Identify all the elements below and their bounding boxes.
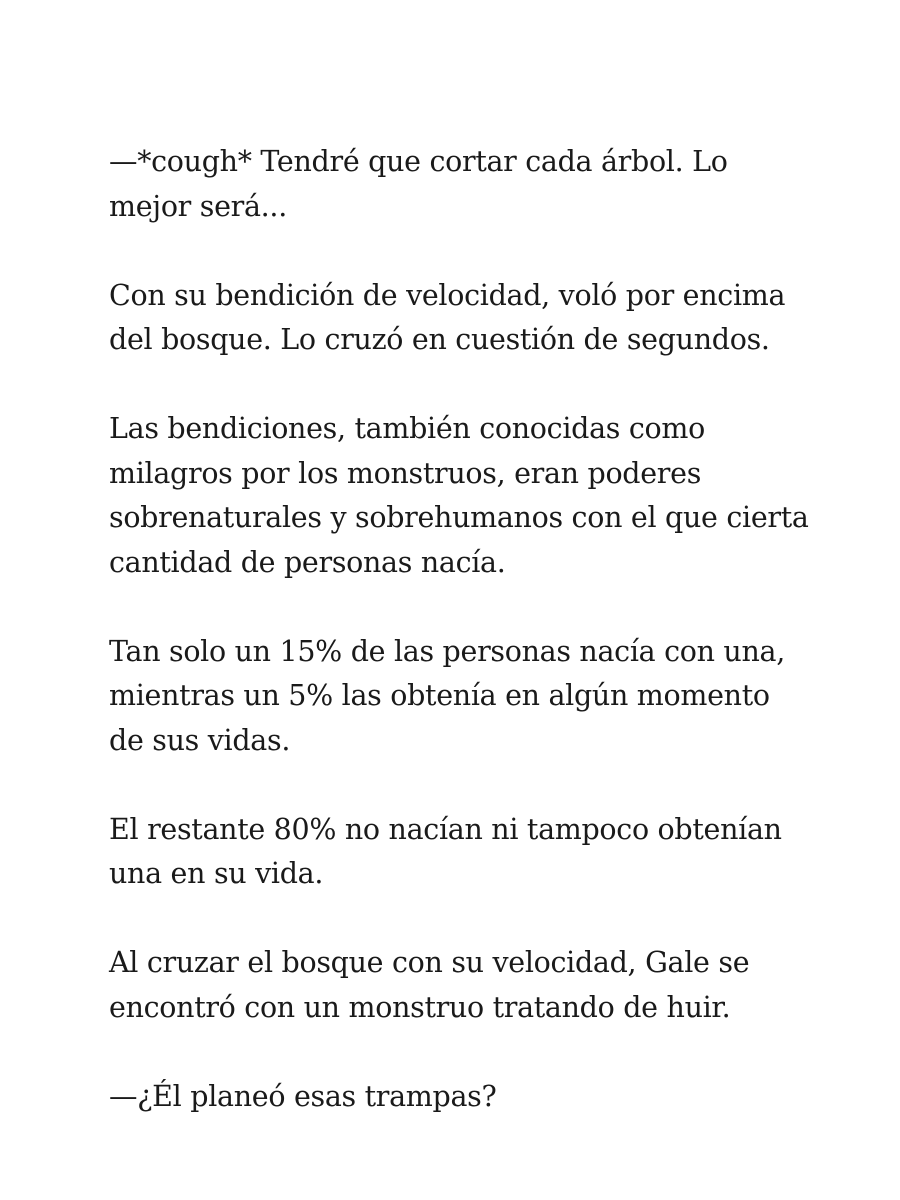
paragraph-1: —*cough* Tendré que cortar cada árbol. Lo mejor será... (109, 145, 728, 223)
paragraph-5: El restante 80% no nacían ni tampoco obtenían una en su vida. (109, 812, 782, 890)
paragraph-6: Al cruzar el bosque con su velocidad, Gale se encontró con un monstruo tratando de huir. (109, 946, 750, 1024)
text-column (109, 140, 809, 1164)
paragraph-2: Con su bendición de velocidad, voló por encima del bosque. Lo cruzó en cuestión de segundos. (109, 278, 786, 356)
paragraph-4: Tan solo un 15% de las personas nacía con una, mientras un 5% las obtenía en algún momento de sus vidas. (109, 634, 785, 757)
paragraph-3: Las bendiciones, también conocidas como milagros por los monstruos, eran poderes sobrenaturales y sobrehumanos con el que cierta cantidad de personas nacía. (109, 412, 809, 579)
paragraph-7: —¿Él planeó esas trampas? (109, 1079, 497, 1113)
